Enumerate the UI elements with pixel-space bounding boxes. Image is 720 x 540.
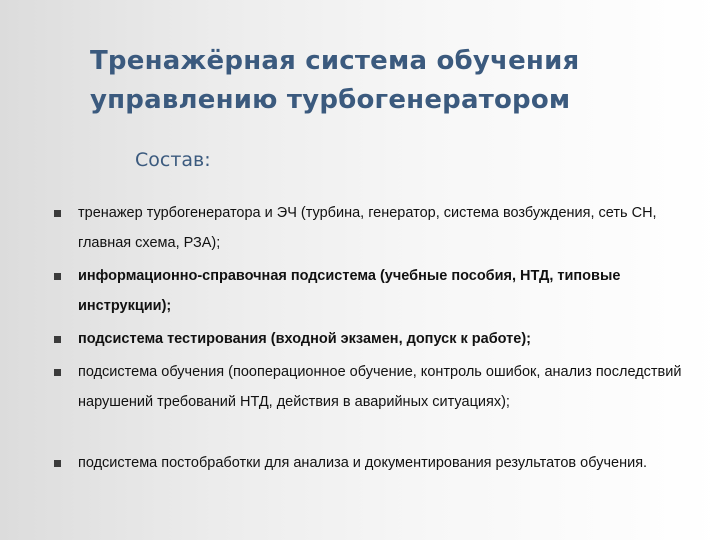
list-item-text: подсистема тестирования (входной экзамен, допуск к работе);: [78, 331, 531, 347]
square-bullet-icon: [54, 369, 61, 376]
list-item-text: тренажер турбогенератора и ЭЧ (турбина, генератор, система возбуждения, сеть СН, главная схема, РЗА);: [78, 205, 657, 251]
title-line-1: Тренажёрная система обучения: [90, 46, 580, 76]
title-line-2: управлению турбогенератором: [90, 85, 571, 115]
square-bullet-icon: [54, 336, 61, 343]
list-item-text: информационно-справочная подсистема (учебные пособия, НТД, типовые инструкции);: [78, 268, 621, 314]
list-item-text: подсистема постобработки для анализа и документирования результатов обучения.: [78, 455, 648, 471]
square-bullet-icon: [54, 460, 61, 467]
slide-subtitle: Состав:: [135, 149, 211, 171]
square-bullet-icon: [54, 210, 61, 217]
list-item-text: подсистема обучения (пооперационное обучение, контроль ошибок, анализ последствий нарушений требований НТД, действия в аварийных ситуациях);: [78, 364, 682, 410]
square-bullet-icon: [54, 273, 61, 280]
